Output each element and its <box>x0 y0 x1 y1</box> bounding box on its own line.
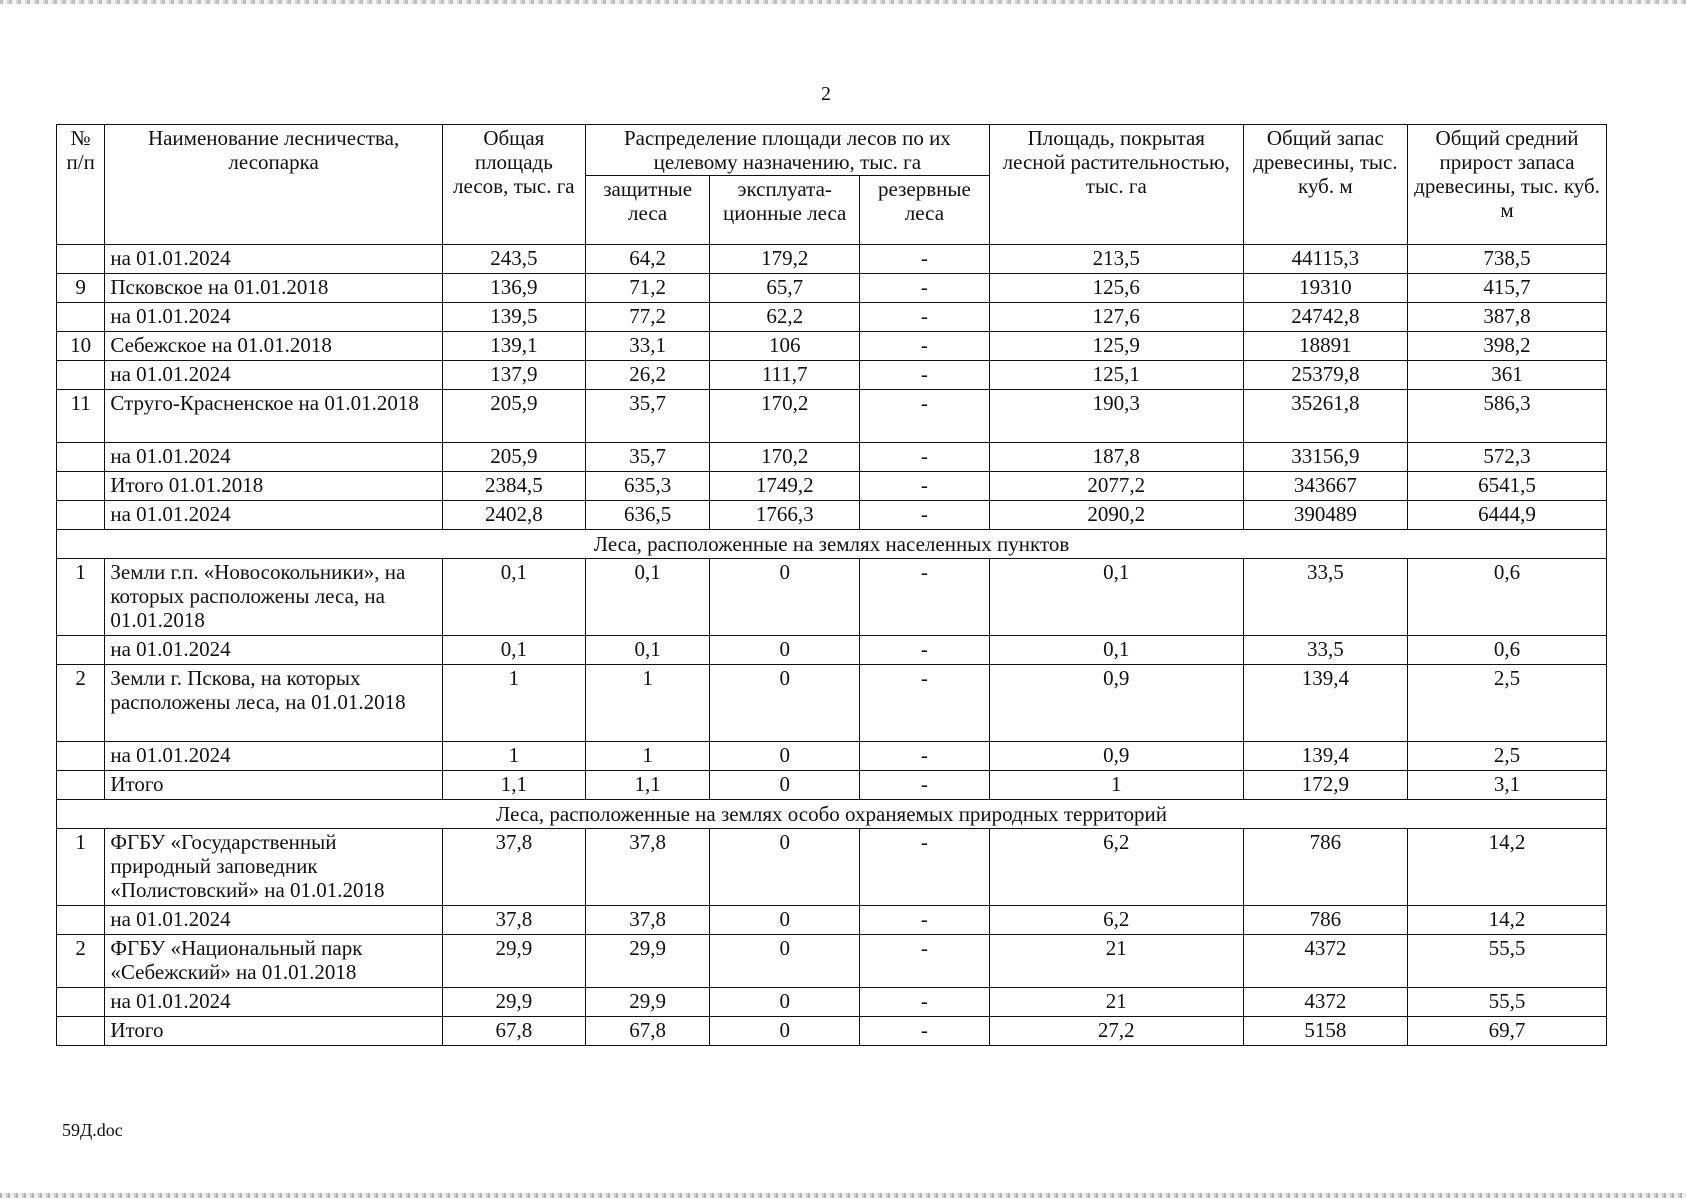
timber-stock: 44115,3 <box>1243 245 1407 274</box>
section-row <box>57 530 1607 559</box>
reserve-area: - <box>859 636 989 665</box>
timber-growth: 14,2 <box>1408 829 1607 906</box>
table-row <box>57 274 1607 303</box>
exploitation-area: 170,2 <box>710 443 859 472</box>
protective-area: 71,2 <box>585 274 710 303</box>
table-row <box>57 829 1607 906</box>
covered-area: 2077,2 <box>989 472 1243 501</box>
row-name: на 01.01.2024 <box>105 988 443 1017</box>
timber-stock: 18891 <box>1243 332 1407 361</box>
table-row <box>57 245 1607 274</box>
protective-area: 1 <box>585 742 710 771</box>
protective-area: 635,3 <box>585 472 710 501</box>
row-number: 9 <box>57 274 105 303</box>
row-number <box>57 988 105 1017</box>
forest-table <box>56 124 1607 1046</box>
reserve-area: - <box>859 559 989 636</box>
total-area: 1 <box>442 742 585 771</box>
timber-growth: 361 <box>1408 361 1607 390</box>
total-area: 139,1 <box>442 332 585 361</box>
exploitation-area: 1749,2 <box>710 472 859 501</box>
reserve-area: - <box>859 332 989 361</box>
table-row <box>57 501 1607 530</box>
table-row <box>57 332 1607 361</box>
reserve-area: - <box>859 501 989 530</box>
timber-growth: 586,3 <box>1408 390 1607 443</box>
section-row <box>57 800 1607 829</box>
timber-stock: 33,5 <box>1243 559 1407 636</box>
timber-stock: 786 <box>1243 906 1407 935</box>
table-row <box>57 988 1607 1017</box>
protective-area: 33,1 <box>585 332 710 361</box>
section-title: Леса, расположенные на землях особо охраняемых природных территорий <box>57 800 1607 829</box>
reserve-area: - <box>859 472 989 501</box>
table-row <box>57 472 1607 501</box>
row-number <box>57 303 105 332</box>
timber-growth: 572,3 <box>1408 443 1607 472</box>
timber-growth: 738,5 <box>1408 245 1607 274</box>
row-name: на 01.01.2024 <box>105 906 443 935</box>
total-area: 0,1 <box>442 559 585 636</box>
timber-growth: 69,7 <box>1408 1017 1607 1046</box>
exploitation-area: 111,7 <box>710 361 859 390</box>
exploitation-area: 0 <box>710 636 859 665</box>
timber-stock: 172,9 <box>1243 771 1407 800</box>
exploitation-area: 0 <box>710 988 859 1017</box>
table-row <box>57 906 1607 935</box>
total-area: 1,1 <box>442 771 585 800</box>
row-number <box>57 742 105 771</box>
covered-area: 190,3 <box>989 390 1243 443</box>
protective-area: 0,1 <box>585 559 710 636</box>
covered-area: 127,6 <box>989 303 1243 332</box>
protective-area: 1,1 <box>585 771 710 800</box>
row-name: Струго-Красненское на 01.01.2018 <box>105 390 443 443</box>
total-area: 37,8 <box>442 829 585 906</box>
timber-stock: 33,5 <box>1243 636 1407 665</box>
reserve-area: - <box>859 390 989 443</box>
timber-growth: 55,5 <box>1408 988 1607 1017</box>
timber-growth: 398,2 <box>1408 332 1607 361</box>
protective-area: 29,9 <box>585 935 710 988</box>
timber-stock: 139,4 <box>1243 665 1407 742</box>
total-area: 243,5 <box>442 245 585 274</box>
table-row <box>57 665 1607 742</box>
covered-area: 125,9 <box>989 332 1243 361</box>
reserve-area: - <box>859 665 989 742</box>
row-number: 1 <box>57 559 105 636</box>
row-name: на 01.01.2024 <box>105 742 443 771</box>
scan-edge-bottom <box>0 1193 1686 1198</box>
row-number: 10 <box>57 332 105 361</box>
row-name: Итого <box>105 1017 443 1046</box>
row-name: Псковское на 01.01.2018 <box>105 274 443 303</box>
total-area: 205,9 <box>442 390 585 443</box>
timber-stock: 139,4 <box>1243 742 1407 771</box>
table-row <box>57 361 1607 390</box>
timber-growth: 2,5 <box>1408 665 1607 742</box>
total-area: 139,5 <box>442 303 585 332</box>
reserve-area: - <box>859 1017 989 1046</box>
exploitation-area: 0 <box>710 665 859 742</box>
table-row <box>57 559 1607 636</box>
covered-area: 213,5 <box>989 245 1243 274</box>
table-header <box>57 125 1607 245</box>
timber-stock: 24742,8 <box>1243 303 1407 332</box>
total-area: 136,9 <box>442 274 585 303</box>
total-area: 37,8 <box>442 906 585 935</box>
reserve-area: - <box>859 935 989 988</box>
row-number: 1 <box>57 829 105 906</box>
table-row <box>57 303 1607 332</box>
timber-stock: 390489 <box>1243 501 1407 530</box>
table-row <box>57 636 1607 665</box>
timber-growth: 14,2 <box>1408 906 1607 935</box>
protective-area: 26,2 <box>585 361 710 390</box>
row-name: на 01.01.2024 <box>105 443 443 472</box>
timber-growth: 3,1 <box>1408 771 1607 800</box>
timber-growth: 6444,9 <box>1408 501 1607 530</box>
covered-area: 1 <box>989 771 1243 800</box>
reserve-area: - <box>859 771 989 800</box>
exploitation-area: 0 <box>710 906 859 935</box>
timber-growth: 387,8 <box>1408 303 1607 332</box>
row-name: Итого <box>105 771 443 800</box>
row-number: 2 <box>57 665 105 742</box>
reserve-area: - <box>859 829 989 906</box>
row-number <box>57 443 105 472</box>
covered-area: 21 <box>989 935 1243 988</box>
covered-area: 27,2 <box>989 1017 1243 1046</box>
row-name: на 01.01.2024 <box>105 636 443 665</box>
reserve-area: - <box>859 361 989 390</box>
header-name: Наименование лесничества, лесопарка <box>105 125 443 245</box>
exploitation-area: 0 <box>710 559 859 636</box>
timber-growth: 415,7 <box>1408 274 1607 303</box>
row-name: Земли г. Пскова, на которых расположены леса, на 01.01.2018 <box>105 665 443 742</box>
table-body <box>57 245 1607 1046</box>
timber-stock: 343667 <box>1243 472 1407 501</box>
exploitation-area: 106 <box>710 332 859 361</box>
covered-area: 125,6 <box>989 274 1243 303</box>
exploitation-area: 0 <box>710 771 859 800</box>
protective-area: 37,8 <box>585 906 710 935</box>
total-area: 67,8 <box>442 1017 585 1046</box>
total-area: 2402,8 <box>442 501 585 530</box>
exploitation-area: 62,2 <box>710 303 859 332</box>
exploitation-area: 0 <box>710 742 859 771</box>
timber-stock: 4372 <box>1243 988 1407 1017</box>
header-reserve: резервные леса <box>859 176 989 245</box>
covered-area: 0,1 <box>989 636 1243 665</box>
row-name: на 01.01.2024 <box>105 501 443 530</box>
reserve-area: - <box>859 988 989 1017</box>
exploitation-area: 1766,3 <box>710 501 859 530</box>
timber-growth: 0,6 <box>1408 636 1607 665</box>
row-number <box>57 245 105 274</box>
covered-area: 6,2 <box>989 829 1243 906</box>
header-protective: защитные леса <box>585 176 710 245</box>
timber-stock: 5158 <box>1243 1017 1407 1046</box>
reserve-area: - <box>859 303 989 332</box>
protective-area: 77,2 <box>585 303 710 332</box>
timber-stock: 35261,8 <box>1243 390 1407 443</box>
reserve-area: - <box>859 245 989 274</box>
total-area: 0,1 <box>442 636 585 665</box>
total-area: 2384,5 <box>442 472 585 501</box>
protective-area: 35,7 <box>585 390 710 443</box>
reserve-area: - <box>859 274 989 303</box>
total-area: 137,9 <box>442 361 585 390</box>
exploitation-area: 179,2 <box>710 245 859 274</box>
protective-area: 35,7 <box>585 443 710 472</box>
protective-area: 67,8 <box>585 1017 710 1046</box>
row-number <box>57 361 105 390</box>
timber-growth: 55,5 <box>1408 935 1607 988</box>
timber-stock: 19310 <box>1243 274 1407 303</box>
exploitation-area: 0 <box>710 829 859 906</box>
row-name: Себежское на 01.01.2018 <box>105 332 443 361</box>
header-covered-area: Площадь, покрытая лесной растительностью, тыс. га <box>989 125 1243 245</box>
timber-stock: 33156,9 <box>1243 443 1407 472</box>
header-timber-stock: Общий запас древесины, тыс. куб. м <box>1243 125 1407 245</box>
row-name: ФГБУ «Государственный природный заповедник «Полистовский» на 01.01.2018 <box>105 829 443 906</box>
covered-area: 0,1 <box>989 559 1243 636</box>
row-number: 2 <box>57 935 105 988</box>
row-name: на 01.01.2024 <box>105 361 443 390</box>
covered-area: 0,9 <box>989 742 1243 771</box>
timber-growth: 0,6 <box>1408 559 1607 636</box>
row-number <box>57 906 105 935</box>
row-number <box>57 501 105 530</box>
exploitation-area: 170,2 <box>710 390 859 443</box>
timber-stock: 786 <box>1243 829 1407 906</box>
protective-area: 636,5 <box>585 501 710 530</box>
exploitation-area: 0 <box>710 935 859 988</box>
covered-area: 6,2 <box>989 906 1243 935</box>
row-name: ФГБУ «Национальный парк «Себежский» на 01.01.2018 <box>105 935 443 988</box>
covered-area: 125,1 <box>989 361 1243 390</box>
table-row <box>57 390 1607 443</box>
reserve-area: - <box>859 906 989 935</box>
row-number <box>57 636 105 665</box>
protective-area: 0,1 <box>585 636 710 665</box>
row-number <box>57 1017 105 1046</box>
covered-area: 187,8 <box>989 443 1243 472</box>
row-name: на 01.01.2024 <box>105 303 443 332</box>
covered-area: 2090,2 <box>989 501 1243 530</box>
table-row <box>57 935 1607 988</box>
covered-area: 0,9 <box>989 665 1243 742</box>
table-row <box>57 1017 1607 1046</box>
row-number: 11 <box>57 390 105 443</box>
table-row <box>57 771 1607 800</box>
header-distribution: Распределение площади лесов по их целевому назначению, тыс. га <box>585 125 989 176</box>
row-number <box>57 771 105 800</box>
protective-area: 1 <box>585 665 710 742</box>
total-area: 29,9 <box>442 935 585 988</box>
row-name: Земли г.п. «Новосокольники», на которых расположены леса, на 01.01.2018 <box>105 559 443 636</box>
footer-filename: 59Д.doc <box>62 1120 123 1140</box>
protective-area: 29,9 <box>585 988 710 1017</box>
protective-area: 64,2 <box>585 245 710 274</box>
page-number: 2 <box>821 83 831 105</box>
section-title: Леса, расположенные на землях населенных пунктов <box>57 530 1607 559</box>
table-row <box>57 443 1607 472</box>
timber-growth: 6541,5 <box>1408 472 1607 501</box>
total-area: 205,9 <box>442 443 585 472</box>
scan-edge-top <box>0 0 1686 4</box>
table-row <box>57 742 1607 771</box>
row-name: на 01.01.2024 <box>105 245 443 274</box>
header-num: № п/п <box>57 125 105 245</box>
row-name: Итого 01.01.2018 <box>105 472 443 501</box>
header-exploitation: эксплуата-ционные леса <box>710 176 859 245</box>
header-timber-growth: Общий средний прирост запаса древесины, тыс. куб. м <box>1408 125 1607 245</box>
covered-area: 21 <box>989 988 1243 1017</box>
timber-stock: 4372 <box>1243 935 1407 988</box>
exploitation-area: 65,7 <box>710 274 859 303</box>
timber-growth: 2,5 <box>1408 742 1607 771</box>
reserve-area: - <box>859 443 989 472</box>
header-total-area: Общая площадь лесов, тыс. га <box>442 125 585 245</box>
total-area: 1 <box>442 665 585 742</box>
total-area: 29,9 <box>442 988 585 1017</box>
reserve-area: - <box>859 742 989 771</box>
timber-stock: 25379,8 <box>1243 361 1407 390</box>
row-number <box>57 472 105 501</box>
protective-area: 37,8 <box>585 829 710 906</box>
exploitation-area: 0 <box>710 1017 859 1046</box>
